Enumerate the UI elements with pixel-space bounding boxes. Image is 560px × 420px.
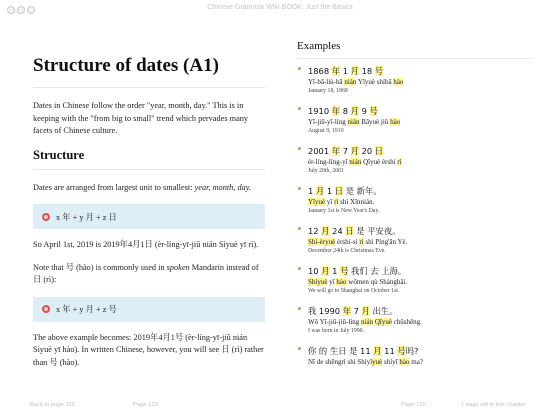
highlighted-text: 年 bbox=[331, 146, 341, 156]
page-number-right: Page 130 bbox=[401, 402, 426, 408]
highlighted-text: 月 bbox=[321, 266, 330, 276]
highlighted-text: Yīyuè bbox=[308, 198, 326, 206]
example-translation: I was born in July 1990. bbox=[308, 328, 365, 334]
text-segment: 18 bbox=[358, 66, 375, 76]
note-paragraph bbox=[33, 262, 265, 287]
title-divider bbox=[33, 87, 265, 88]
example-pinyin bbox=[308, 117, 532, 127]
text-segment: Yī-bā-liù-bā bbox=[308, 78, 345, 86]
pattern-text: x 年 + y 月 + z 号 bbox=[56, 305, 117, 314]
text-segment: 7 bbox=[340, 146, 351, 156]
example-chinese bbox=[308, 305, 532, 317]
text-segment: 8 bbox=[340, 106, 351, 116]
highlighted-text: 月 bbox=[350, 66, 359, 76]
text-segment: 24 bbox=[329, 226, 346, 236]
text-segment: 我们 去 上海。 bbox=[348, 266, 407, 276]
highlighted-text: 月 bbox=[350, 146, 359, 156]
text-segment: èrshí bbox=[380, 158, 398, 166]
bullet-icon bbox=[298, 267, 301, 270]
highlighted-text: Shí-èryuè bbox=[308, 238, 336, 246]
text-segment: Yīyuè bbox=[356, 78, 377, 86]
text-segment: 1 bbox=[308, 186, 316, 196]
text-segment: 12 bbox=[308, 226, 322, 236]
text-segment: Bāyuè jiǔ bbox=[359, 118, 391, 126]
text-segment: èr-líng-líng-yī bbox=[308, 158, 350, 166]
highlighted-text: 月 bbox=[321, 226, 330, 236]
text-segment: Yī-jiǔ-yī-líng bbox=[308, 118, 348, 126]
example-item bbox=[297, 65, 532, 96]
text-segment: 是 平安夜。 bbox=[353, 226, 401, 236]
text-segment: 我 1990 bbox=[308, 306, 343, 316]
closing-paragraph: The above example becomes: 2019年4月1号 (èr-líng-yī-jiǔ nián Sìyuè yī hào). In written Chinese, however, you will see 日 (rì) rather than 号 (hào). bbox=[33, 332, 264, 367]
highlighted-text: 日 bbox=[334, 186, 344, 196]
example-item bbox=[297, 145, 532, 176]
text-segment: 10 bbox=[308, 266, 322, 276]
bullet-icon bbox=[298, 227, 301, 230]
text-segment: 20 bbox=[358, 146, 375, 156]
text-segment: 1868 bbox=[308, 66, 332, 76]
highlighted-text: 月 bbox=[315, 186, 325, 196]
example-item bbox=[297, 185, 532, 216]
structure-heading: Structure bbox=[33, 147, 85, 162]
example-list bbox=[297, 65, 532, 367]
text-segment: 1 bbox=[340, 66, 351, 76]
structure-divider bbox=[33, 169, 265, 170]
highlighted-text: hào bbox=[399, 358, 410, 366]
example-translation: December 24th is Christmas Eve. bbox=[308, 248, 386, 254]
example-item bbox=[297, 305, 532, 336]
highlighted-text: 号 bbox=[397, 346, 406, 356]
highlighted-text: 年 bbox=[342, 306, 351, 316]
page-title: Structure of dates (A1) bbox=[33, 55, 219, 76]
window-title: Chinese Grammar Wiki BOOK: Just the Basics bbox=[207, 4, 353, 11]
example-pinyin bbox=[308, 237, 532, 247]
text-segment: shíbā bbox=[376, 78, 394, 86]
example-item bbox=[297, 345, 532, 367]
text-segment: shì Píng'ān Yè. bbox=[363, 238, 408, 246]
highlighted-text: nián bbox=[344, 78, 357, 86]
text-segment: 7 bbox=[351, 306, 362, 316]
highlighted-text: 号 bbox=[374, 66, 384, 76]
highlighted-text: 日 bbox=[374, 146, 384, 156]
example-pinyin bbox=[308, 317, 532, 327]
example-chinese bbox=[308, 345, 532, 357]
page-number-left: Page 129 bbox=[133, 402, 158, 408]
highlighted-text: rì bbox=[334, 198, 339, 206]
examples-divider bbox=[297, 58, 532, 59]
text-segment: 1 bbox=[329, 266, 341, 276]
highlighted-text: nián bbox=[361, 318, 374, 326]
bullet-icon bbox=[298, 307, 301, 310]
pattern-text: x 年 + y 月 + z 日 bbox=[56, 212, 117, 222]
bullet-icon bbox=[298, 187, 301, 190]
text-segment: 吗? bbox=[405, 346, 419, 356]
highlighted-text: 日 bbox=[345, 226, 354, 236]
structure-text-em: year, month, day. bbox=[194, 182, 252, 192]
example-chinese bbox=[308, 145, 532, 157]
highlighted-text: hào bbox=[390, 118, 401, 126]
highlighted-text: yuè bbox=[372, 358, 383, 366]
article-page-right bbox=[297, 40, 532, 376]
window-titlebar bbox=[0, 0, 560, 18]
example-pinyin bbox=[308, 157, 532, 167]
intro-paragraph: Dates in Chinese follow the order "year, month, day." This is in keeping with the "from big to small" trend which pervades many facets of Chinese culture. bbox=[33, 101, 249, 135]
text-segment: 你 的 生日 是 11 bbox=[308, 346, 374, 356]
text-segment: Qīyuè bbox=[361, 158, 381, 166]
text-segment: wǒmen qù Shànghǎi. bbox=[346, 278, 408, 286]
text-segment: Nǐ de shēngrì shì Shíyī bbox=[308, 358, 373, 366]
back-link[interactable]: Back to page 125 bbox=[30, 402, 76, 408]
highlighted-text: 号 bbox=[340, 266, 349, 276]
highlighted-text: Shíyuè bbox=[308, 278, 328, 286]
bullet-icon bbox=[298, 67, 301, 70]
text-segment: Wǒ Yī-jiǔ-jiǔ-líng bbox=[308, 318, 362, 326]
example-chinese bbox=[308, 65, 532, 77]
bullet-icon bbox=[298, 107, 301, 110]
example-chinese bbox=[308, 105, 532, 117]
text-segment: 出生。 bbox=[369, 306, 398, 316]
highlighted-text: hào bbox=[393, 78, 404, 86]
text-segment: yī bbox=[325, 198, 335, 206]
example-translation: August 9, 1910 bbox=[308, 128, 344, 134]
structure-paragraph bbox=[33, 182, 265, 195]
highlighted-text: 月 bbox=[373, 346, 382, 356]
highlighted-text: 月 bbox=[350, 106, 359, 116]
note-text-1: Note that 号 (hào) is commonly used in bbox=[33, 262, 167, 272]
example-pinyin bbox=[308, 357, 532, 367]
text-segment: yī bbox=[327, 278, 337, 286]
highlighted-text: 号 bbox=[369, 106, 378, 116]
example-pinyin bbox=[308, 197, 532, 207]
example-translation: We will go to Shanghai on October 1st. bbox=[308, 288, 400, 294]
text-segment: 1 bbox=[324, 186, 335, 196]
example-chinese bbox=[308, 225, 532, 237]
pattern-box-hao bbox=[33, 297, 265, 322]
text-segment: 2001 bbox=[308, 146, 332, 156]
bullet-icon bbox=[298, 347, 301, 350]
highlighted-text: 年 bbox=[331, 106, 341, 116]
highlighted-text: Qīyuè bbox=[374, 318, 392, 326]
article-page-left bbox=[33, 55, 265, 379]
pattern-box-ri bbox=[33, 204, 265, 229]
text-segment: èrshí-sì bbox=[335, 238, 360, 246]
examples-heading: Examples bbox=[297, 40, 341, 52]
example-item bbox=[297, 105, 532, 136]
example-pinyin bbox=[308, 277, 532, 287]
highlighted-text: rì bbox=[397, 158, 402, 166]
example-chinese bbox=[308, 185, 532, 197]
example-translation: July 20th, 2001 bbox=[308, 168, 344, 174]
text-segment: 11 bbox=[381, 346, 398, 356]
text-segment: chūshēng. bbox=[391, 318, 422, 326]
text-segment: 1910 bbox=[308, 106, 332, 116]
pages-left-in-chapter: 1 page left in this chapter bbox=[461, 402, 526, 408]
structure-text: Dates are arranged from largest unit to smallest: bbox=[33, 182, 195, 192]
note-text-em: spoken bbox=[166, 262, 190, 272]
text-segment: 是 新年。 bbox=[343, 186, 382, 196]
example-item bbox=[297, 265, 532, 296]
highlighted-text: nián bbox=[349, 158, 362, 166]
pattern-icon bbox=[42, 213, 50, 221]
highlighted-text: 年 bbox=[331, 66, 341, 76]
text-segment: 9 bbox=[358, 106, 370, 116]
text-segment: shì Xīnnián. bbox=[338, 198, 375, 206]
example-chinese bbox=[308, 265, 532, 277]
example-translation: January 1st is New Year's Day. bbox=[308, 208, 380, 214]
highlighted-text: hào bbox=[336, 278, 347, 286]
example-translation: January 18, 1868 bbox=[308, 88, 348, 94]
highlighted-text: nián bbox=[347, 118, 360, 126]
example-item bbox=[297, 225, 532, 256]
example-paragraph: So April 1st, 2019 is 2019年4月1日 (èr-líng-yī-jiǔ nián Sìyuè yī rì). bbox=[33, 240, 259, 249]
text-segment: shíyī bbox=[382, 358, 400, 366]
note-text-2: Mandarin instead of 日 (rì): bbox=[33, 262, 259, 284]
highlighted-text: rì bbox=[359, 238, 364, 246]
highlighted-text: 月 bbox=[361, 306, 370, 316]
example-pinyin bbox=[308, 77, 532, 87]
pattern-icon bbox=[42, 305, 50, 313]
bullet-icon bbox=[298, 147, 301, 150]
text-segment: ma? bbox=[409, 358, 423, 366]
